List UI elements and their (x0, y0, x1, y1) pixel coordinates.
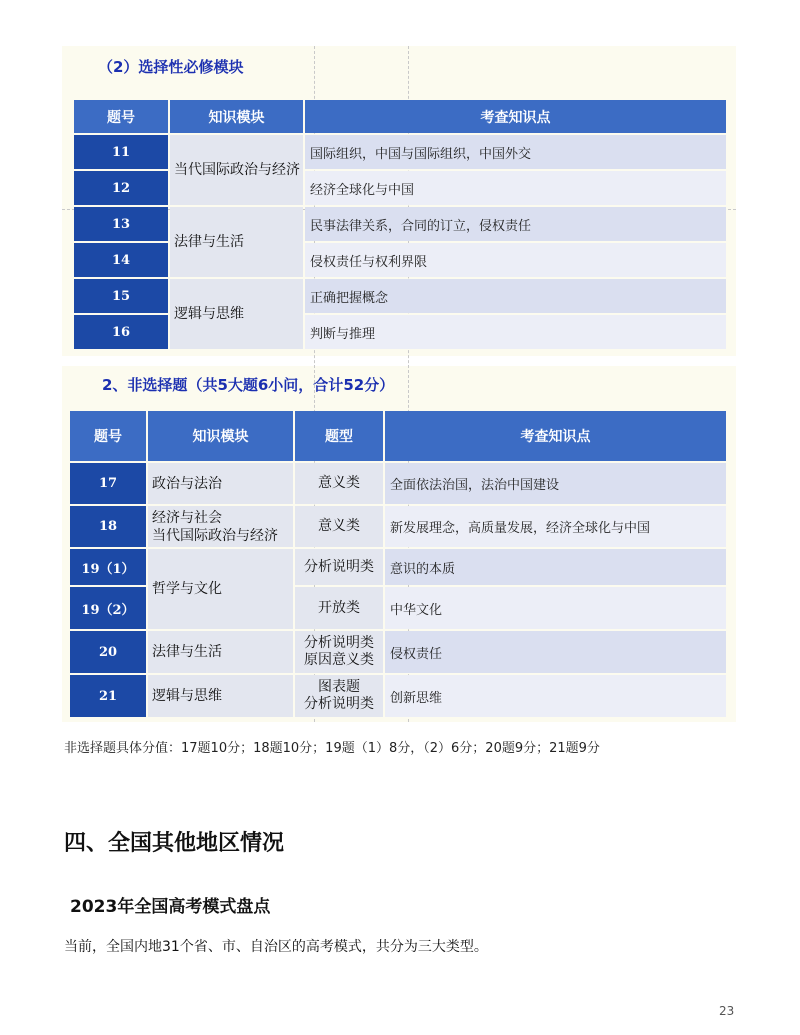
question-number: 21 (70, 675, 146, 717)
knowledge-point: 国际组织，中国与国际组织，中国外交 (305, 135, 726, 169)
question-number: 15 (74, 279, 168, 313)
table-row (74, 279, 726, 313)
table-row (70, 549, 726, 585)
knowledge-module (148, 506, 293, 547)
score-note: 非选择题具体分值：17题10分；18题10分；19题（1）8分，（2）6分；20题9分；21题9分 (64, 741, 600, 756)
table-row (70, 631, 726, 673)
knowledge-module: 哲学与文化 (148, 549, 293, 629)
section-heading: 四、全国其他地区情况 (64, 831, 285, 856)
question-number: 20 (70, 631, 146, 673)
knowledge-module: 当代国际政治与经济 (170, 135, 303, 205)
subheading: 2023年全国高考模式盘点 (70, 897, 271, 917)
section-a-title: （2）选择性必修模块 (98, 58, 244, 76)
question-type: 意义类 (295, 463, 383, 504)
question-type: 开放类 (295, 587, 383, 629)
header-question-number: 题号 (74, 100, 168, 133)
question-type: 分析说明类 (295, 549, 383, 585)
question-type-line: 分析说明类 (304, 696, 374, 712)
question-type-line: 原因意义类 (304, 652, 374, 668)
section-b-title: 2、非选择题（共5大题6小问，合计52分） (102, 376, 395, 394)
knowledge-module-line: 经济与社会 (152, 509, 222, 526)
knowledge-point: 判断与推理 (305, 315, 726, 349)
question-number: 19（2） (70, 587, 146, 629)
question-number: 18 (70, 506, 146, 547)
question-type (295, 631, 383, 673)
page-number: 23 (719, 1004, 735, 1018)
knowledge-point: 意识的本质 (385, 549, 726, 585)
table-row (70, 506, 726, 547)
question-number: 14 (74, 243, 168, 277)
table-row (74, 207, 726, 241)
question-number: 12 (74, 171, 168, 205)
question-type: 意义类 (295, 506, 383, 547)
knowledge-point: 经济全球化与中国 (305, 171, 726, 205)
question-type-line: 图表题 (318, 679, 360, 695)
table-row (74, 135, 726, 169)
knowledge-point: 侵权责任与权利界限 (305, 243, 726, 277)
question-type-line: 分析说明类 (304, 635, 374, 651)
question-number: 16 (74, 315, 168, 349)
header-knowledge-module: 知识模块 (170, 100, 303, 133)
knowledge-module: 政治与法治 (148, 463, 293, 504)
header-knowledge-points: 考查知识点 (385, 411, 726, 461)
knowledge-point: 侵权责任 (385, 631, 726, 673)
header-question-number: 题号 (70, 411, 146, 461)
header-knowledge-points: 考查知识点 (305, 100, 726, 133)
knowledge-point: 民事法律关系，合同的订立，侵权责任 (305, 207, 726, 241)
question-number: 17 (70, 463, 146, 504)
knowledge-point: 新发展理念，高质量发展，经济全球化与中国 (385, 506, 726, 547)
non-choice-question-table (68, 409, 728, 719)
table-row (70, 463, 726, 504)
knowledge-module-line: 当代国际政治与经济 (152, 527, 278, 544)
knowledge-module: 逻辑与思维 (170, 279, 303, 349)
header-question-type: 题型 (295, 411, 383, 461)
question-number: 13 (74, 207, 168, 241)
paragraph: 当前，全国内地31个省、市、自治区的高考模式，共分为三大类型。 (64, 939, 488, 955)
header-knowledge-module: 知识模块 (148, 411, 293, 461)
question-number: 19（1） (70, 549, 146, 585)
knowledge-point: 中华文化 (385, 587, 726, 629)
knowledge-module: 法律与生活 (148, 631, 293, 673)
knowledge-module: 逻辑与思维 (148, 675, 293, 717)
knowledge-point: 全面依法治国，法治中国建设 (385, 463, 726, 504)
knowledge-point: 创新思维 (385, 675, 726, 717)
question-number: 11 (74, 135, 168, 169)
knowledge-module: 法律与生活 (170, 207, 303, 277)
question-type (295, 675, 383, 717)
elective-module-table (72, 98, 728, 351)
knowledge-point: 正确把握概念 (305, 279, 726, 313)
table-row (70, 675, 726, 717)
